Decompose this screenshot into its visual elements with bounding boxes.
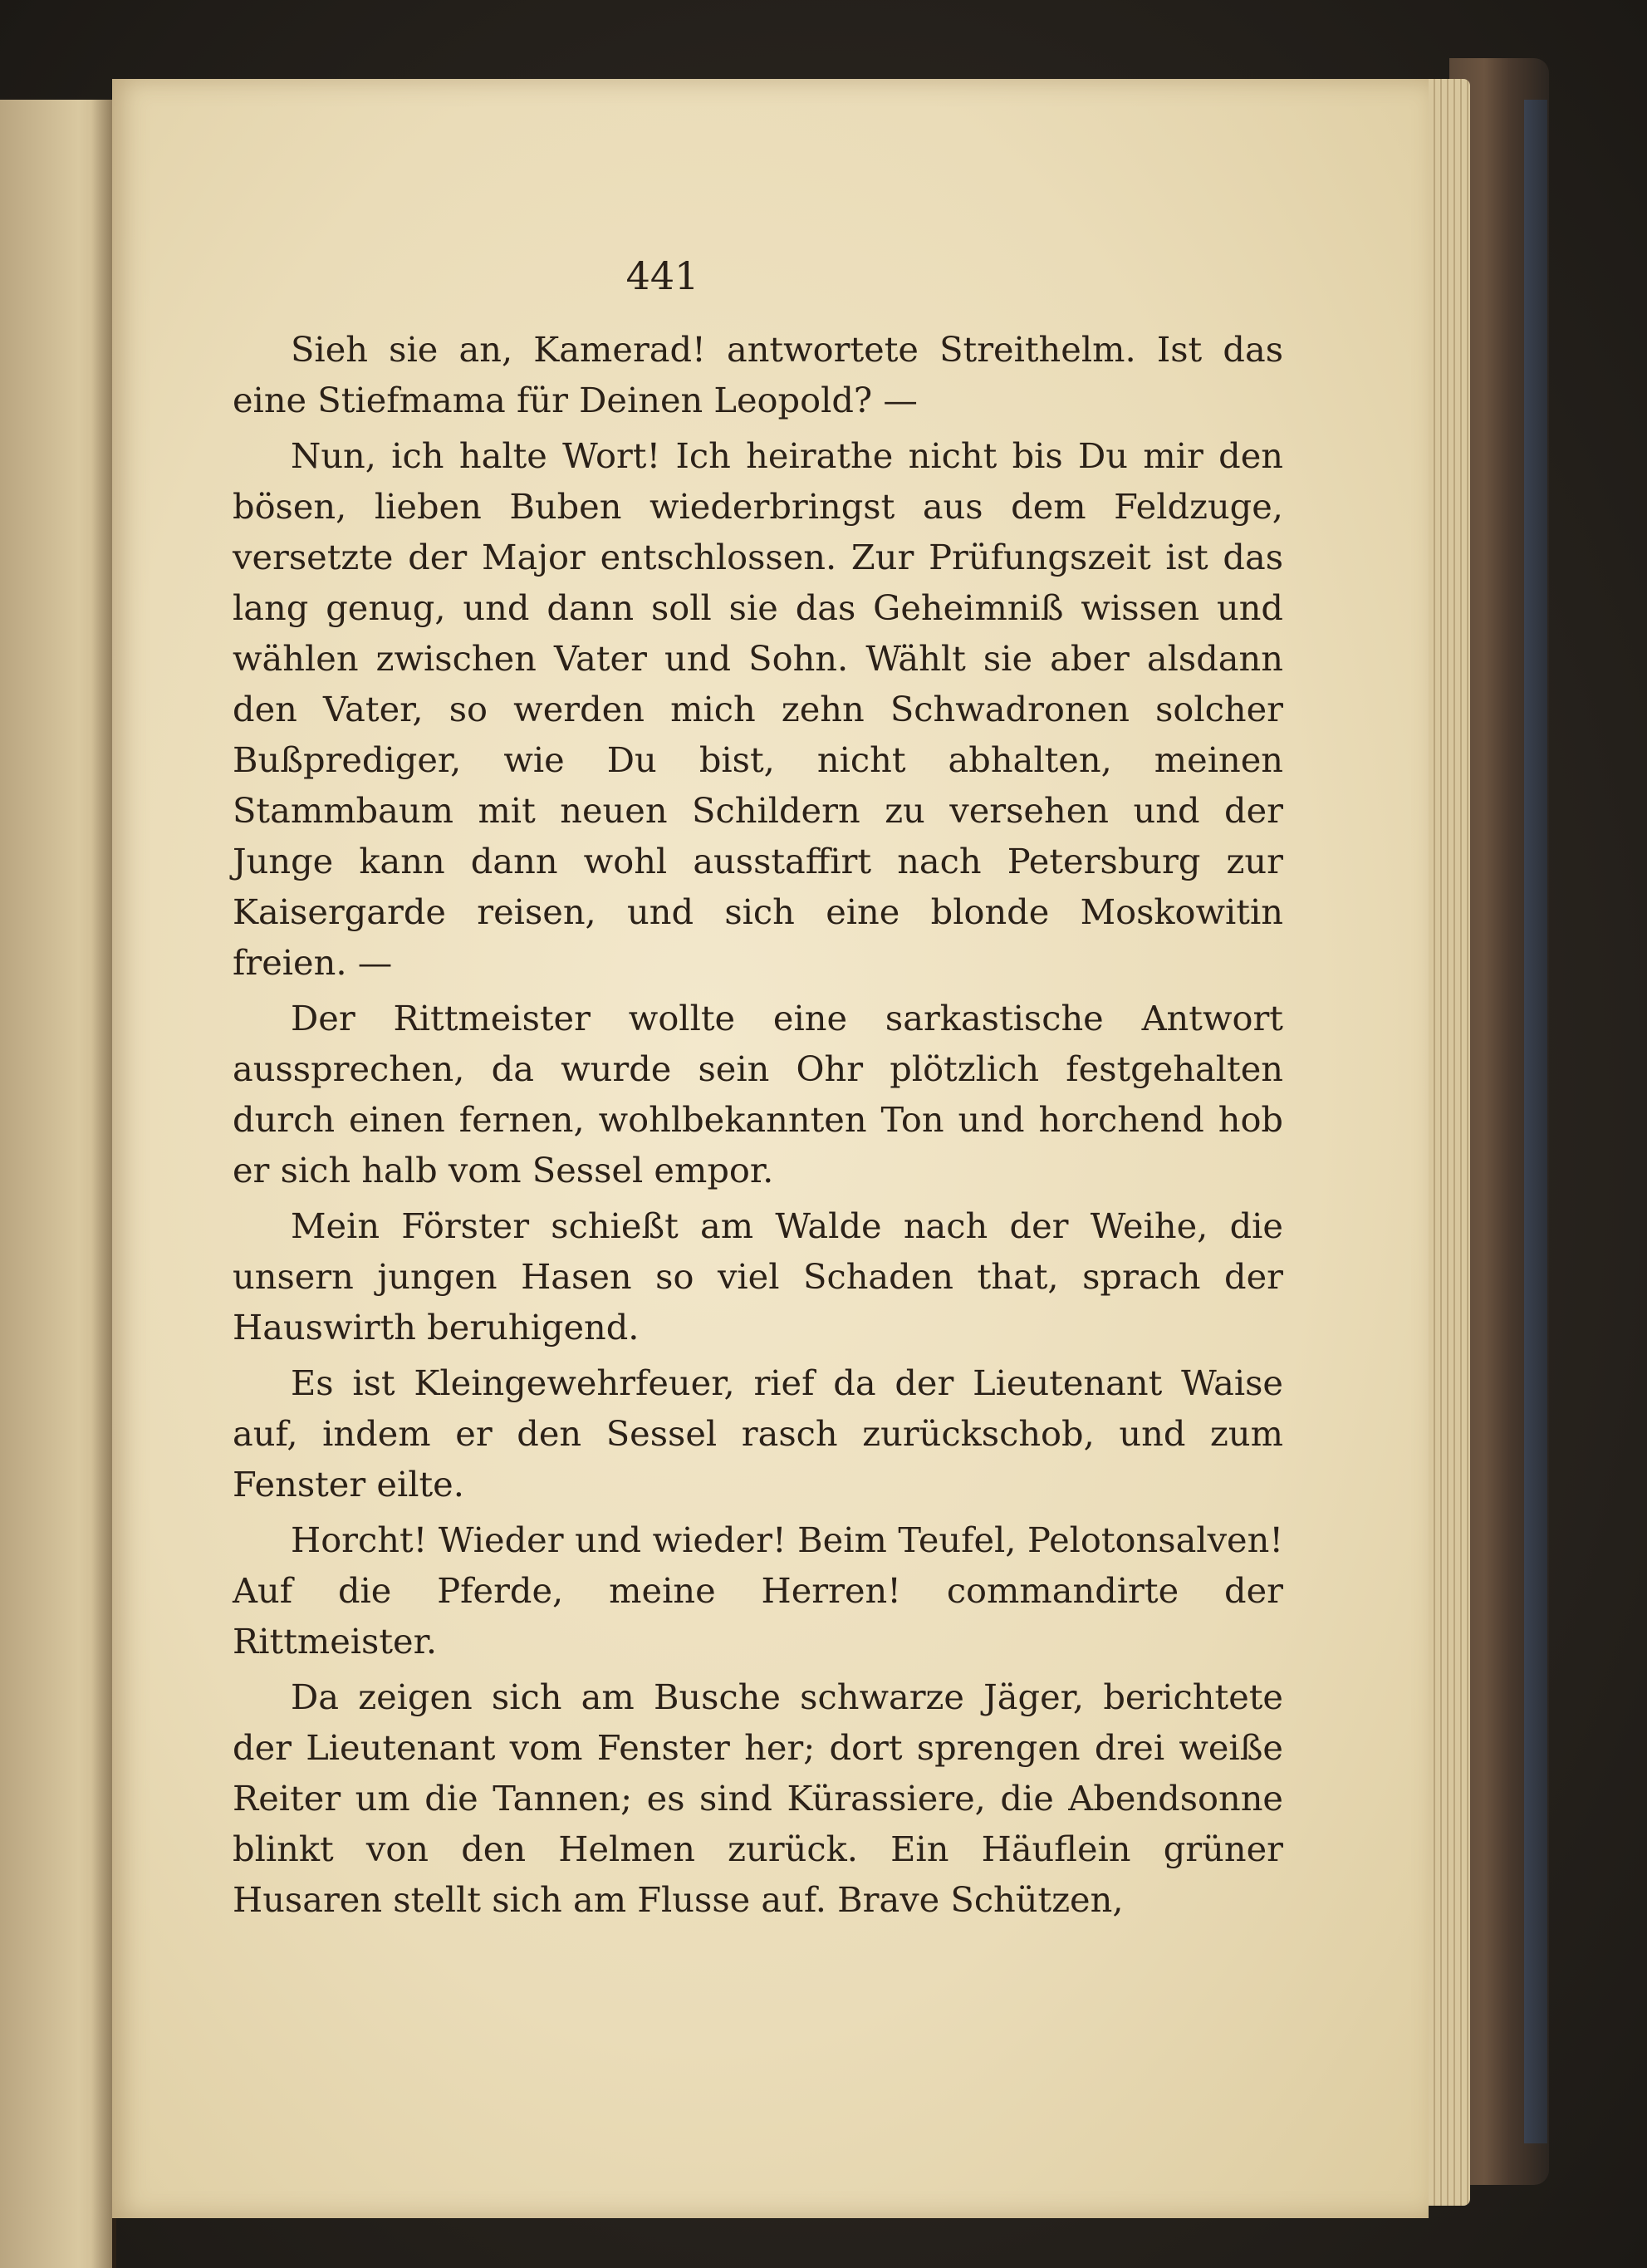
book-page — [112, 79, 1429, 2218]
page-text — [233, 324, 1283, 1930]
paragraph: Mein Förster schießt am Walde nach der Weihe, die unsern jungen Hasen so viel Schaden that, sprach der Hauswirth beruhigend. — [233, 1205, 1283, 1348]
paragraph: Der Rittmeister wollte eine sarkastische Antwort aussprechen, da wurde sein Ohr plötzlich festgehalten durch einen fernen, wohlbekannten Ton und horchend hob er sich halb vom Sessel empor. — [233, 998, 1283, 1190]
cover-spine-band — [1524, 100, 1547, 2143]
page-number: 441 — [625, 253, 699, 298]
paragraph: Da zeigen sich am Busche schwarze Jäger, berichtete der Lieutenant vom Fenster her; dort sprengen drei weiße Reiter um die Tannen; es sind Kürassiere, die Abendsonne blinkt von den Helmen zurück. Ein Häuflein grüner Husaren stellt sich am Flusse auf. Brave Schützen, — [233, 1676, 1283, 1920]
paragraph: Horcht! Wieder und wieder! Beim Teufel, Pelotonsalven! Auf die Pferde, meine Herren! commandirte der Rittmeister. — [233, 1519, 1283, 1662]
paragraph: Es ist Kleingewehrfeuer, rief da der Lieutenant Waise auf, indem er den Sessel rasch zurückschob, und zum Fenster eilte. — [233, 1362, 1283, 1505]
paragraph: Nun, ich halte Wort! Ich heirathe nicht bis Du mir den bösen, lieben Buben wiederbringst aus dem Feldzuge, versetzte der Major entschlossen. Zur Prüfungszeit ist das lang genug, und dann soll sie das Geheimniß wissen und wählen zwischen Vater und Sohn. Wählt sie aber alsdann den Vater, so werden mich zehn Schwadronen solcher Bußprediger, wie Du bist, nicht abhalten, meinen Stammbaum mit neuen Schildern zu versehen und der Junge kann dann wohl ausstaffirt nach Petersburg zur Kaisergarde reisen, und sich eine blonde Moskowitin freien. — — [233, 435, 1283, 983]
paragraph: Sieh sie an, Kamerad! antwortete Streithelm. Ist das eine Stiefmama für Deinen Leopold? — — [233, 329, 1283, 420]
